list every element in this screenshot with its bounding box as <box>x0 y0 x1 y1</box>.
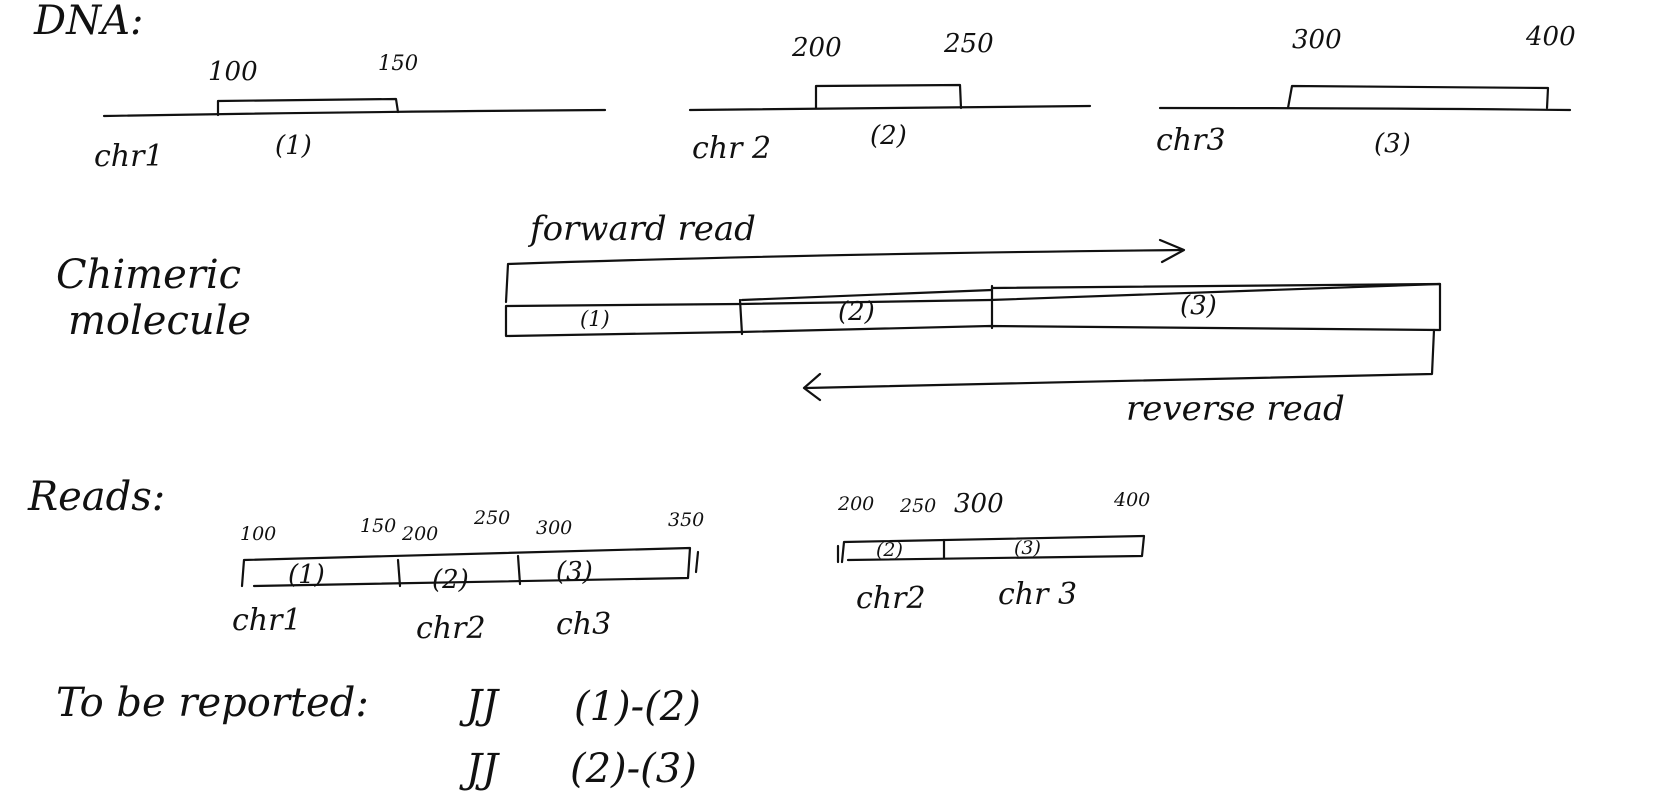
chimeric-label-line2: molecule <box>68 298 252 344</box>
read1-divider-2 <box>518 556 520 584</box>
molecule-segment-1: (1) <box>580 307 610 331</box>
reads-title: Reads: <box>28 474 166 520</box>
read1-tick-100: 100 <box>240 523 277 545</box>
chr1-name: chr1 <box>94 139 164 174</box>
read1-tick-150: 150 <box>360 515 397 537</box>
read1-tick-350: 350 <box>668 509 705 531</box>
dna-title: DNA: <box>34 0 144 44</box>
chr3-name: chr3 <box>1156 123 1226 158</box>
read1-segment-2: (2) <box>432 565 469 595</box>
chr2-segment-box <box>816 85 961 108</box>
read1-tick-300: 300 <box>536 517 573 539</box>
read1-segment-3: (3) <box>556 557 593 587</box>
forward-read-arrow <box>506 250 1182 302</box>
chr1-start-label: 100 <box>208 57 258 87</box>
chr1-end-label: 150 <box>378 51 419 75</box>
forward-read-label: forward read <box>530 209 756 249</box>
read2-chrom-1: chr2 <box>856 581 926 616</box>
chr3-end-label: 400 <box>1526 22 1576 52</box>
chr3-line <box>1160 108 1570 110</box>
read1-chrom-2: chr2 <box>416 611 486 646</box>
reverse-read-label: reverse read <box>1126 389 1345 429</box>
read1-segment-1: (1) <box>288 560 325 590</box>
report-row-2-pair: (2)-(3) <box>570 746 697 792</box>
chr2-segment-label: (2) <box>870 121 907 151</box>
read2-segment-3: (3) <box>1014 537 1041 559</box>
chromosome-3 <box>1156 22 1576 159</box>
chr3-segment-label: (3) <box>1374 129 1411 159</box>
report-title: To be reported: <box>56 680 369 726</box>
chr2-name: chr 2 <box>692 131 772 166</box>
reverse-read-arrow <box>806 330 1434 388</box>
report-row-2-tag: JJ <box>466 746 499 792</box>
molecule-segment-3: (3) <box>1180 291 1217 321</box>
report-row-1-pair: (1)-(2) <box>574 684 701 730</box>
read1-tick-250: 250 <box>474 507 511 529</box>
reads-section <box>27 474 1150 646</box>
chr3-start-label: 300 <box>1292 25 1342 55</box>
report-row-1-tag: JJ <box>466 682 499 728</box>
report-section <box>56 680 701 792</box>
read2-tick-200: 200 <box>838 493 875 515</box>
chimeric-label-line1: Chimeric <box>56 252 242 298</box>
read-2 <box>837 489 1150 616</box>
read-1 <box>232 507 704 646</box>
read1-chrom-3: ch3 <box>556 607 612 642</box>
read2-chrom-2: chr 3 <box>998 577 1078 612</box>
chimeric-section <box>56 209 1440 429</box>
read1-end-tick <box>696 552 698 572</box>
chr3-segment-box <box>1288 86 1548 108</box>
chr2-start-label: 200 <box>792 33 842 63</box>
chr1-line <box>104 110 605 116</box>
dna-section <box>33 0 1576 174</box>
read2-tick-400: 400 <box>1114 489 1151 511</box>
molecule-segment-2: (2) <box>838 297 875 327</box>
chromosome-2 <box>690 29 1090 166</box>
read2-segment-2: (2) <box>876 539 903 561</box>
read1-chrom-1: chr1 <box>232 603 302 638</box>
read1-divider-1 <box>398 560 400 586</box>
read1-tick-200: 200 <box>402 523 439 545</box>
read2-tick-250: 250 <box>900 495 937 517</box>
chr1-segment-label: (1) <box>275 131 312 161</box>
chr2-end-label: 250 <box>944 29 994 59</box>
molecule-divider-1 <box>740 300 742 334</box>
chr2-line <box>690 106 1090 110</box>
chromosome-1 <box>94 51 605 174</box>
read2-tick-300: 300 <box>954 489 1004 519</box>
